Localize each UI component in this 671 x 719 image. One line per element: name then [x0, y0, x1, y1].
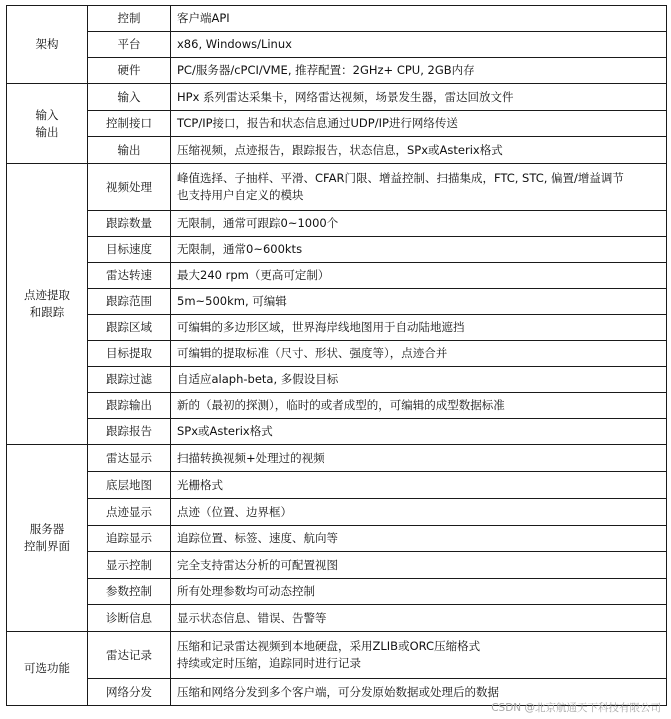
category-label: 架构: [35, 37, 59, 51]
value-line: 所有处理参数均可动态控制: [177, 584, 315, 598]
field-value: [171, 137, 667, 164]
table-row: [7, 579, 667, 605]
value-line: TCP/IP接口，报告和状态信息通过UDP/IP进行网络传送: [177, 116, 458, 130]
value-line: 自适应alaph-beta, 多假设目标: [177, 372, 339, 386]
field-label: 雷达记录: [88, 632, 171, 679]
field-value: [171, 164, 667, 211]
category-cell: [7, 164, 88, 445]
watermark: CSDN @北京航通天下科技有限公司: [491, 702, 661, 714]
value-line: 追踪位置、标签、速度、航向等: [177, 531, 338, 545]
field-value: [171, 84, 667, 111]
value-line: 峰值选择、子抽样、平滑、CFAR门限、增益控制、扫描集成，FTC, STC, 偏置/增益调节: [177, 171, 624, 185]
field-label: 输出: [88, 137, 171, 164]
field-value: [171, 419, 667, 445]
field-value: [171, 499, 667, 526]
table-row: [7, 111, 667, 137]
value-line: 新的（最初的探测），临时的或者成型的，可编辑的成型数据标准: [177, 398, 505, 412]
field-value: [171, 315, 667, 341]
value-line: 压缩和记录雷达视频到本地硬盘，采用ZLIB或ORC压缩格式: [177, 639, 481, 653]
field-value: [171, 445, 667, 472]
table-row: [7, 632, 667, 679]
table-row: [7, 137, 667, 164]
value-line: 无限制，通常可跟踪0~1000个: [177, 216, 339, 230]
field-value: [171, 6, 667, 32]
value-line: 可编辑的多边形区域，世界海岸线地图用于自动陆地遮挡: [177, 320, 465, 334]
category-label: 可选功能: [24, 661, 70, 675]
field-value: [171, 472, 667, 499]
value-line: HPx 系列雷达采集卡，网络雷达视频，场景发生器，雷达回放文件: [177, 89, 514, 104]
field-label: 网络分发: [88, 679, 171, 706]
value-line: 光栅格式: [177, 477, 223, 492]
field-value: [171, 367, 667, 393]
field-label: 追踪显示: [88, 526, 171, 552]
table-row: [7, 164, 667, 211]
value-line: 扫描转换视频+处理过的视频: [177, 450, 325, 465]
field-value: [171, 263, 667, 289]
field-value: [171, 632, 667, 679]
category-cell: [7, 445, 88, 632]
value-line: 可编辑的提取标准（尺寸、形状、强度等），点迹合并: [177, 346, 448, 360]
value-line: 压缩和网络分发到多个客户端，可分发原始数据或处理后的数据: [177, 684, 499, 699]
field-label: 跟踪输出: [88, 393, 171, 419]
value-line: SPx或Asterix格式: [177, 424, 273, 438]
spec-table: [6, 5, 667, 706]
value-line: 也支持用户自定义的模块: [177, 188, 304, 202]
field-value: [171, 552, 667, 579]
field-label: 雷达显示: [88, 445, 171, 472]
field-label: 视频处理: [88, 164, 171, 211]
table-row: [7, 84, 667, 111]
field-value: [171, 211, 667, 237]
table-row: [7, 315, 667, 341]
table-row: [7, 237, 667, 263]
table-row: [7, 393, 667, 419]
table-row: [7, 263, 667, 289]
field-label: 目标速度: [88, 237, 171, 263]
field-value: [171, 393, 667, 419]
value-line: 无限制，通常0~600kts: [177, 242, 303, 256]
category-label: 点迹提取: [24, 288, 70, 302]
field-label: 跟踪数量: [88, 211, 171, 237]
field-value: [171, 111, 667, 137]
table-row: [7, 445, 667, 472]
field-label: 硬件: [88, 58, 171, 84]
table-row: [7, 58, 667, 84]
field-label: 参数控制: [88, 579, 171, 605]
value-line: 完全支持雷达分析的可配置视图: [177, 557, 338, 572]
table-row: [7, 499, 667, 526]
field-label: 跟踪区域: [88, 315, 171, 341]
category-cell: [7, 6, 88, 84]
value-line: PC/服务器/cPCI/VME, 推荐配置：2GHz+ CPU, 2GB内存: [177, 63, 475, 77]
table-row: [7, 526, 667, 552]
field-label: 点迹显示: [88, 499, 171, 526]
category-label: 输入: [35, 107, 59, 122]
field-value: [171, 605, 667, 632]
value-line: 持续或定时压缩，追踪同时进行记录: [177, 656, 361, 670]
field-label: 平台: [88, 32, 171, 58]
category-label: 和跟踪: [29, 305, 65, 319]
field-label: 控制接口: [88, 111, 171, 137]
field-label: 显示控制: [88, 552, 171, 579]
value-line: x86, Windows/Linux: [177, 37, 292, 51]
table-row: [7, 552, 667, 579]
spec-table-body: [7, 6, 667, 706]
value-line: 最大240 rpm（更高可定制）: [177, 268, 330, 282]
value-line: 客户端API: [177, 11, 230, 25]
field-value: [171, 579, 667, 605]
table-row: [7, 211, 667, 237]
table-row: [7, 605, 667, 632]
category-cell: [7, 632, 88, 706]
field-value: [171, 58, 667, 84]
field-value: [171, 289, 667, 315]
field-label: 底层地图: [88, 472, 171, 499]
category-cell: [7, 84, 88, 164]
value-line: 点迹（位置、边界框）: [177, 504, 292, 519]
field-label: 目标提取: [88, 341, 171, 367]
category-label: 服务器: [29, 522, 65, 536]
table-row: [7, 472, 667, 499]
field-label: 输入: [88, 84, 171, 111]
category-label: 控制界面: [24, 539, 70, 553]
field-value: [171, 526, 667, 552]
value-line: 5m~500km, 可编辑: [177, 294, 287, 308]
category-label: 输出: [35, 124, 59, 139]
field-label: 跟踪过滤: [88, 367, 171, 393]
field-label: 跟踪报告: [88, 419, 171, 445]
field-label: 雷达转速: [88, 263, 171, 289]
field-label: 跟踪范围: [88, 289, 171, 315]
table-row: [7, 32, 667, 58]
value-line: 压缩视频，点迹报告，跟踪报告，状态信息，SPx或Asterix格式: [177, 142, 503, 157]
table-row: [7, 341, 667, 367]
table-row: [7, 6, 667, 32]
field-value: [171, 32, 667, 58]
field-label: 诊断信息: [88, 605, 171, 632]
field-value: [171, 237, 667, 263]
table-row: [7, 367, 667, 393]
field-value: [171, 341, 667, 367]
field-label: 控制: [88, 6, 171, 32]
value-line: 显示状态信息、错误、告警等: [177, 610, 327, 625]
table-row: [7, 419, 667, 445]
table-row: [7, 289, 667, 315]
